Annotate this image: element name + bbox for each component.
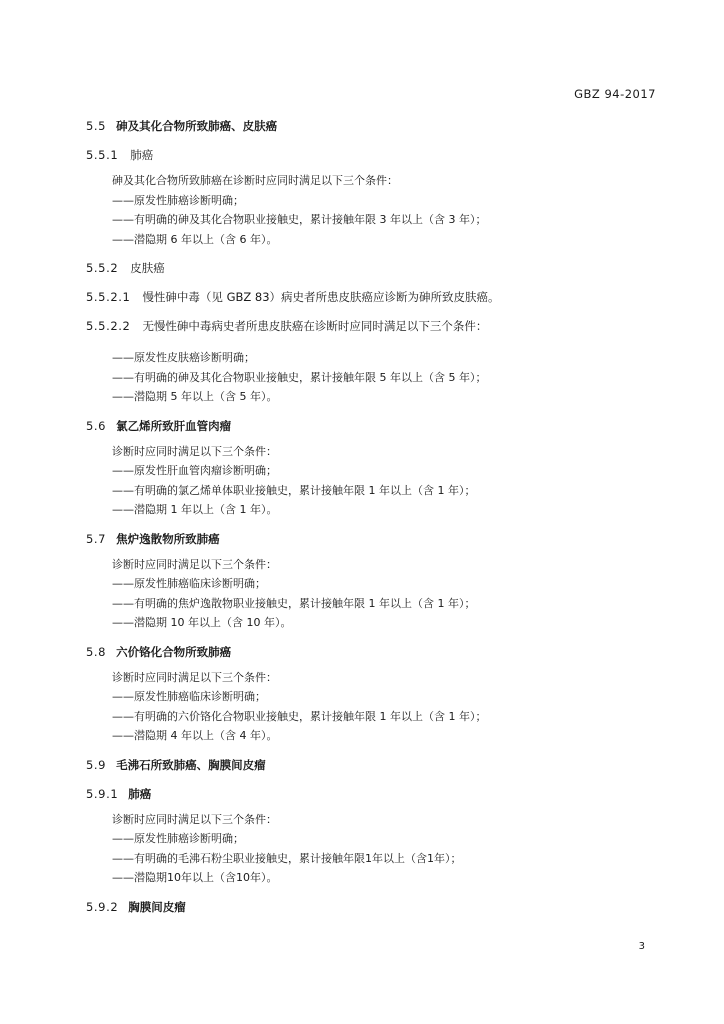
list-item: ——原发性肺癌临床诊断明确； (112, 690, 266, 703)
clause-number: 5.5.2.2 (86, 319, 131, 333)
section-number: 5.9 (86, 757, 107, 772)
paragraph-line: 诊断时应同时满足以下三个条件： (112, 670, 277, 684)
document-body (86, 116, 661, 917)
list-item: ——原发性皮肤癌诊断明确； (112, 351, 255, 364)
clause-5-5-2-2 (86, 316, 661, 336)
section-heading-5-8 (86, 642, 661, 662)
section-number: 5.8 (86, 644, 107, 659)
section-heading-5-6 (86, 416, 661, 436)
section-heading-5-7 (86, 529, 661, 549)
section-number: 5.5.1 (86, 148, 119, 162)
list-item: ——潜隐期 6 年以上（含 6 年）。 (112, 232, 278, 246)
section-number: 5.5.2 (86, 261, 119, 275)
section-number: 5.9.1 (86, 786, 119, 801)
list-item: ——有明确的砷及其化合物职业接触史，累计接触年限 5 年以上（含 5 年）； (112, 370, 487, 384)
list-item: ——原发性肺癌诊断明确； (112, 832, 244, 845)
section-title: 焦炉逸散物所致肺癌 (116, 531, 220, 546)
section-number: 5.5 (86, 119, 107, 133)
list-item: ——原发性肺癌诊断明确； (112, 193, 244, 207)
section-heading-5-5 (86, 116, 661, 136)
paragraph-line: 诊断时应同时满足以下三个条件： (112, 812, 277, 826)
list-item: ——有明确的毛沸石粉尘职业接触史，累计接触年限1年以上（含1年）； (112, 851, 462, 865)
section-title: 六价铬化合物所致肺癌 (116, 644, 232, 659)
section-title: 砷及其化合物所致肺癌、皮肤癌 (116, 119, 278, 133)
list-item: ——有明确的砷及其化合物职业接触史，累计接触年限 3 年以上（含 3 年）； (112, 213, 487, 226)
section-title: 氯乙烯所致肝血管肉瘤 (116, 418, 232, 433)
list-item: ——原发性肺癌临床诊断明确； (112, 577, 266, 590)
clause-number: 5.5.2.1 (86, 290, 131, 304)
section-number: 5.7 (86, 531, 107, 546)
section-number: 5.9.2 (86, 899, 119, 914)
clause-text: 无慢性砷中毒病史者所患皮肤癌在诊断时应同时满足以下三个条件： (142, 319, 488, 333)
list-item: ——有明确的氯乙烯单体职业接触史，累计接触年限 1 年以上（含 1 年）； (112, 483, 476, 497)
document-code: GBZ 94-2017 (574, 87, 656, 101)
list-item: ——潜隐期 1 年以上（含 1 年）。 (112, 503, 278, 516)
list-item: ——潜隐期 10 年以上（含 10 年）。 (112, 616, 292, 629)
section-heading-5-9 (86, 755, 661, 775)
list-item: ——潜隐期 5 年以上（含 5 年）。 (112, 390, 278, 403)
clause-text: 慢性砷中毒（见 GBZ 83）病史者所患皮肤癌应诊断为砷所致皮肤癌。 (142, 290, 500, 304)
section-title: 肺癌 (128, 786, 152, 801)
paragraph-line: 诊断时应同时满足以下三个条件： (112, 444, 277, 458)
paragraph-line: 诊断时应同时满足以下三个条件： (112, 557, 277, 571)
section-heading-5-5-2 (86, 258, 661, 278)
section-title: 胸膜间皮瘤 (128, 899, 186, 914)
list-item: ——有明确的六价铬化合物职业接触史，累计接触年限 1 年以上（含 1 年）； (112, 709, 487, 723)
list-item: ——原发性肝血管肉瘤诊断明确； (112, 464, 277, 477)
section-heading-5-9-1 (86, 784, 661, 804)
section-number: 5.6 (86, 418, 107, 433)
section-heading-5-9-2 (86, 897, 661, 917)
page-number: 3 (638, 941, 645, 952)
list-item: ——潜隐期10年以上（含10年）。 (112, 871, 278, 884)
list-item: ——有明确的焦炉逸散物职业接触史，累计接触年限 1 年以上（含 1 年）； (112, 596, 476, 610)
section-title: 皮肤癌 (130, 261, 165, 275)
section-title: 肺癌 (130, 148, 154, 162)
section-heading-5-5-1 (86, 145, 661, 165)
list-item: ——潜隐期 4 年以上（含 4 年）。 (112, 729, 278, 742)
paragraph-line: 砷及其化合物所致肺癌在诊断时应同时满足以下三个条件： (112, 174, 398, 187)
section-title: 毛沸石所致肺癌、胸膜间皮瘤 (116, 757, 266, 772)
clause-5-5-2-1 (86, 287, 661, 307)
